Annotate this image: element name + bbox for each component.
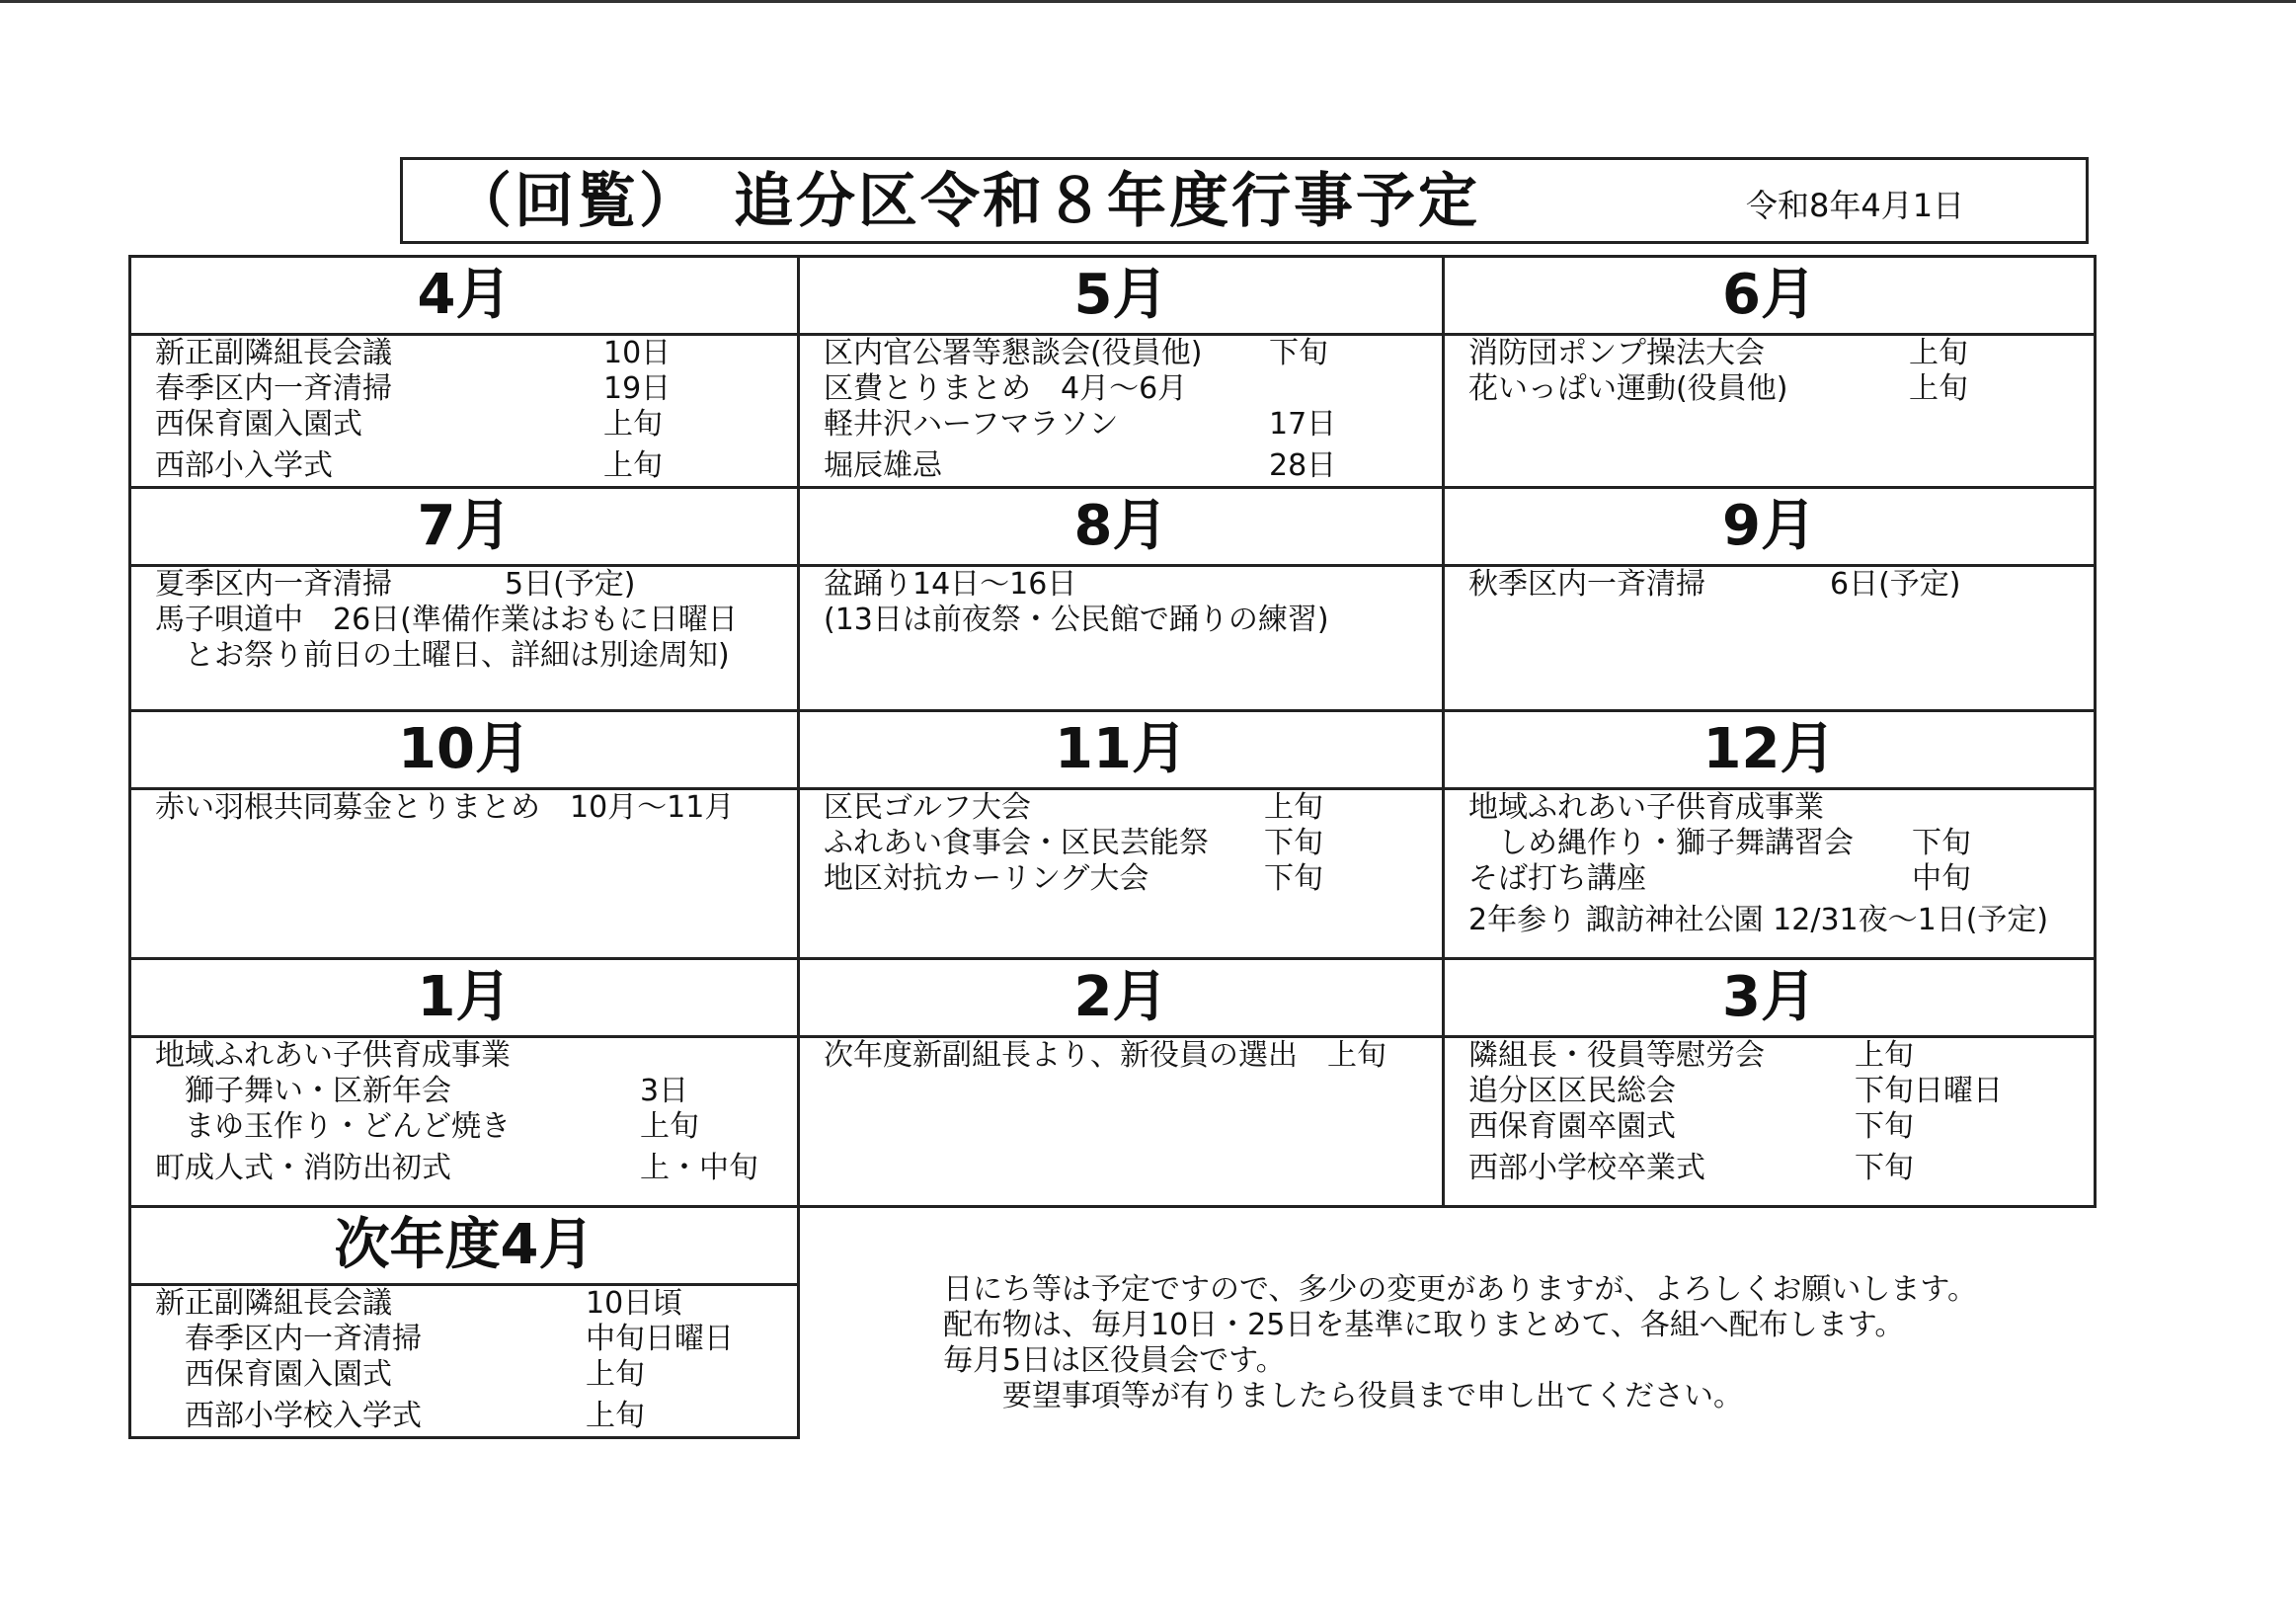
event-name: 夏季区内一斉清掃 bbox=[155, 567, 392, 602]
event-list bbox=[800, 567, 1442, 709]
month-cell-jan bbox=[128, 957, 800, 1208]
month-heading: 次年度4月 bbox=[131, 1208, 797, 1286]
month-heading: 11月 bbox=[800, 712, 1442, 790]
month-heading: 2月 bbox=[800, 960, 1442, 1038]
event-name: 地域ふれあい子供育成事業 bbox=[155, 1038, 511, 1073]
month-cell-may bbox=[797, 255, 1445, 489]
event-name: 秋季区内一斉清掃 bbox=[1468, 567, 1705, 602]
event-name: 西保育園入園式 bbox=[155, 407, 362, 442]
month-heading: 10月 bbox=[131, 712, 797, 790]
event-name: 堀辰雄忌 bbox=[824, 448, 942, 483]
event-timing: 上旬 bbox=[586, 1357, 645, 1392]
event-name: しめ縄作り・獅子舞講習会 bbox=[1468, 826, 1854, 860]
month-cell-jul bbox=[128, 486, 800, 712]
month-cell-aug bbox=[797, 486, 1445, 712]
event-timing: 中旬 bbox=[1912, 861, 1971, 896]
event-timing: 28日 bbox=[1269, 448, 1337, 483]
month-heading: 8月 bbox=[800, 489, 1442, 567]
event-timing: 上旬 bbox=[586, 1399, 645, 1433]
event-timing: 10日 bbox=[603, 336, 672, 370]
event-timing: 下旬 bbox=[1855, 1151, 1914, 1185]
issue-date: 令和8年4月1日 bbox=[1746, 187, 1965, 224]
event-name: 赤い羽根共同募金とりまとめ 10月～11月 bbox=[155, 790, 735, 825]
event-timing: 3日 bbox=[640, 1074, 689, 1108]
event-list bbox=[1445, 336, 2094, 486]
event-timing: 下旬 bbox=[1269, 336, 1328, 370]
event-list bbox=[131, 1038, 797, 1205]
month-heading: 5月 bbox=[800, 258, 1442, 336]
event-list bbox=[131, 790, 797, 957]
title-box bbox=[400, 157, 2089, 244]
event-timing: 上旬 bbox=[1909, 371, 1968, 406]
event-list bbox=[131, 567, 797, 709]
month-cell-apr bbox=[128, 255, 800, 489]
event-name: 隣組長・役員等慰労会 bbox=[1468, 1038, 1765, 1073]
event-timing: 下旬 bbox=[1912, 826, 1971, 860]
event-name: 西部小入学式 bbox=[155, 448, 333, 483]
event-timing: 5日(予定) bbox=[505, 567, 636, 602]
event-timing: 上旬 bbox=[640, 1109, 699, 1144]
page-title: （回覧） 追分区令和８年度行事予定 bbox=[452, 167, 1480, 236]
event-list bbox=[800, 1038, 1442, 1205]
event-timing: 上旬 bbox=[1855, 1038, 1914, 1073]
month-cell-dec bbox=[1442, 709, 2097, 960]
month-cell-jun bbox=[1442, 255, 2097, 489]
note-line: 毎月5日は区役員会です。 bbox=[943, 1343, 1286, 1378]
event-name: 西部小学校入学式 bbox=[155, 1399, 422, 1433]
event-name: とお祭り前日の土曜日、詳細は別途周知) bbox=[155, 638, 730, 673]
event-name: 軽井沢ハーフマラソン bbox=[824, 407, 1119, 442]
event-list bbox=[800, 790, 1442, 957]
month-heading: 6月 bbox=[1445, 258, 2094, 336]
event-name: 獅子舞い・区新年会 bbox=[155, 1074, 451, 1108]
month-heading: 1月 bbox=[131, 960, 797, 1038]
event-name: 花いっぱい運動(役員他) bbox=[1468, 371, 1788, 406]
month-heading: 4月 bbox=[131, 258, 797, 336]
event-timing: 19日 bbox=[603, 371, 672, 406]
event-timing: 上旬 bbox=[603, 407, 663, 442]
event-name: 消防団ポンプ操法大会 bbox=[1468, 336, 1765, 370]
event-name: 区民ゴルフ大会 bbox=[824, 790, 1031, 825]
event-timing: 10日頃 bbox=[586, 1286, 683, 1321]
event-name: 地域ふれあい子供育成事業 bbox=[1468, 790, 1824, 825]
event-timing: 上旬 bbox=[1264, 790, 1323, 825]
event-name: 馬子唄道中 26日(準備作業はおもに日曜日 bbox=[155, 603, 738, 637]
event-timing: 中旬日曜日 bbox=[586, 1322, 734, 1356]
event-name: 盆踊り14日～16日 bbox=[824, 567, 1077, 602]
event-name: 西部小学校卒業式 bbox=[1468, 1151, 1705, 1185]
event-name: 追分区区民総会 bbox=[1468, 1074, 1676, 1108]
event-timing: 下旬 bbox=[1855, 1109, 1914, 1144]
note-line: 日にち等は予定ですので、多少の変更がありますが、よろしくお願いします。 bbox=[943, 1272, 1977, 1307]
event-timing: 下旬 bbox=[1264, 826, 1323, 860]
month-cell-nov bbox=[797, 709, 1445, 960]
event-list bbox=[131, 336, 797, 486]
month-heading: 7月 bbox=[131, 489, 797, 567]
month-cell-feb bbox=[797, 957, 1445, 1208]
event-name: 区費とりまとめ 4月～6月 bbox=[824, 371, 1188, 406]
event-name: まゆ玉作り・どんど焼き bbox=[155, 1109, 511, 1144]
event-list bbox=[1445, 567, 2094, 709]
month-heading: 9月 bbox=[1445, 489, 2094, 567]
month-cell-sep bbox=[1442, 486, 2097, 712]
event-name: 2年参り 諏訪神社公園 12/31夜～1日(予定) bbox=[1468, 903, 2049, 937]
event-timing: 上旬 bbox=[603, 448, 663, 483]
event-list bbox=[800, 336, 1442, 486]
event-name: ふれあい食事会・区民芸能祭 bbox=[824, 826, 1209, 860]
month-cell-next-apr bbox=[128, 1205, 800, 1439]
event-list bbox=[131, 1286, 797, 1436]
event-list bbox=[1445, 790, 2094, 957]
event-timing: 上旬 bbox=[1909, 336, 1968, 370]
event-name: 春季区内一斉清掃 bbox=[155, 1322, 422, 1356]
event-list bbox=[1445, 1038, 2094, 1205]
event-name: 新正副隣組長会議 bbox=[155, 1286, 392, 1321]
event-name: (13日は前夜祭・公民館で踊りの練習) bbox=[824, 603, 1329, 637]
month-cell-oct bbox=[128, 709, 800, 960]
scan-top-edge bbox=[0, 0, 2296, 3]
event-name: 新正副隣組長会議 bbox=[155, 336, 392, 370]
event-name: 西保育園卒園式 bbox=[1468, 1109, 1676, 1144]
event-timing: 17日 bbox=[1269, 407, 1337, 442]
event-name: 区内官公署等懇談会(役員他) bbox=[824, 336, 1203, 370]
note-line: 配布物は、毎月10日・25日を基準に取りまとめて、各組へ配布します。 bbox=[943, 1308, 1905, 1342]
month-cell-mar bbox=[1442, 957, 2097, 1208]
event-name: 春季区内一斉清掃 bbox=[155, 371, 392, 406]
event-timing: 上・中旬 bbox=[640, 1151, 758, 1185]
event-timing: 下旬 bbox=[1264, 861, 1323, 896]
event-name: 西保育園入園式 bbox=[155, 1357, 392, 1392]
event-timing: 6日(予定) bbox=[1830, 567, 1961, 602]
event-name: 次年度新副組長より、新役員の選出 上旬 bbox=[824, 1038, 1386, 1073]
month-heading: 12月 bbox=[1445, 712, 2094, 790]
month-heading: 3月 bbox=[1445, 960, 2094, 1038]
note-line: 要望事項等が有りましたら役員まで申し出てください。 bbox=[943, 1379, 1743, 1413]
event-name: 地区対抗カーリング大会 bbox=[824, 861, 1149, 896]
event-name: 町成人式・消防出初式 bbox=[155, 1151, 451, 1185]
event-timing: 下旬日曜日 bbox=[1855, 1074, 2003, 1108]
event-name: そば打ち講座 bbox=[1468, 861, 1646, 896]
